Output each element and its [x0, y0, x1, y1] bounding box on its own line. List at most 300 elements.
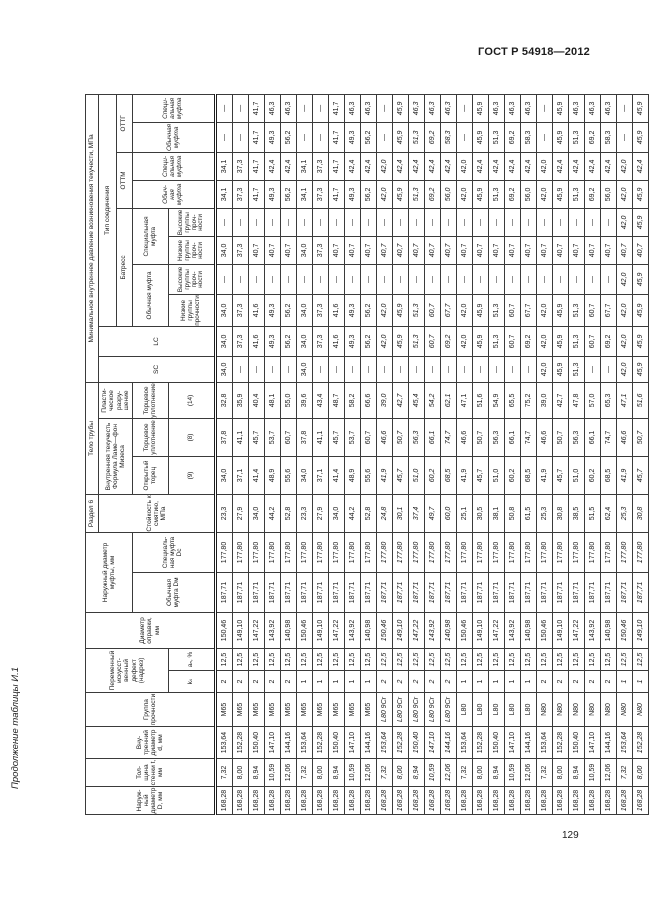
table-cell: 143,92: [345, 612, 361, 648]
table-cell: —: [569, 208, 585, 236]
table-cell: 51,3: [569, 326, 585, 356]
col-ottm-special: Специальная муфта: [133, 152, 216, 180]
table-cell: 56,0: [521, 180, 537, 208]
table-cell: 143,92: [265, 612, 281, 648]
table-cell: 12,5: [265, 648, 281, 670]
table-cell: 40,7: [473, 236, 489, 264]
table-cell: —: [537, 208, 553, 236]
col-end-seal-1: Торцевое уплотнение: [133, 418, 169, 456]
table-cell: —: [377, 264, 393, 294]
table-row: [281, 94, 297, 814]
table-cell: 187,71: [361, 572, 377, 612]
table-cell: 1: [521, 671, 537, 693]
table-cell: М65: [249, 693, 265, 727]
table-cell: 40,7: [601, 236, 617, 264]
table-cell: 177,80: [297, 532, 313, 572]
table-cell: 147,22: [249, 612, 265, 648]
table-cell: 45,7: [473, 456, 489, 494]
table-cell: L80 9Cr: [425, 693, 441, 727]
table-cell: 187,71: [281, 572, 297, 612]
table-cell: 177,80: [617, 532, 633, 572]
table-cell: 149,10: [393, 612, 409, 648]
table-cell: L80 9Cr: [441, 693, 457, 727]
table-cell: 10,59: [265, 759, 281, 787]
table-cell: —: [553, 264, 569, 294]
table-cell: 51,3: [409, 122, 425, 152]
table-cell: L80: [473, 693, 489, 727]
table-cell: 46,6: [377, 418, 393, 456]
table-cell: 147,10: [505, 727, 521, 759]
table-cell: 12,5: [329, 648, 345, 670]
table-cell: 34,0: [216, 236, 233, 264]
col-ottm-regular: Обычная муфта: [133, 180, 216, 208]
table-cell: 150,46: [457, 612, 473, 648]
table-cell: 177,80: [233, 532, 249, 572]
table-cell: 12,5: [425, 648, 441, 670]
table-cell: 41,6: [249, 294, 265, 326]
table-cell: 51,3: [569, 294, 585, 326]
table-cell: 56,2: [281, 122, 297, 152]
table-cell: 69,2: [601, 326, 617, 356]
table-cell: 58,3: [521, 122, 537, 152]
table-cell: 143,92: [505, 612, 521, 648]
table-cell: 177,80: [505, 532, 521, 572]
table-cell: 2: [537, 671, 553, 693]
table-cell: 140,98: [601, 612, 617, 648]
table-cell: 177,80: [265, 532, 281, 572]
table-cell: 51,0: [489, 456, 505, 494]
table-cell: —: [585, 264, 601, 294]
table-cell: 37,3: [233, 294, 249, 326]
col-buttress-reg-high: Высокие группы прочности: [169, 264, 216, 294]
table-cell: 153,64: [457, 727, 473, 759]
table-cell: 12,5: [537, 648, 553, 670]
table-cell: 66,1: [505, 418, 521, 456]
table-cell: 12,5: [409, 648, 425, 670]
group-min-internal-pressure: Минимальное внутреннее давление возникновения текучести, МПа: [86, 94, 99, 382]
table-cell: 187,71: [297, 572, 313, 612]
table-continuation-caption: Продолжение таблицы И.1: [10, 666, 21, 789]
table-cell: 168,28: [521, 787, 537, 815]
table-cell: 39,0: [377, 382, 393, 418]
table-cell: 168,28: [473, 787, 489, 815]
table-cell: —: [569, 264, 585, 294]
table-cell: 67,7: [601, 294, 617, 326]
table-cell: 8,00: [633, 759, 649, 787]
table-cell: 51,0: [569, 456, 585, 494]
table-cell: 39,0: [537, 382, 553, 418]
table-cell: 53,7: [345, 418, 361, 456]
table-cell: 45,9: [553, 356, 569, 382]
col-lc: LC: [99, 326, 216, 356]
table-cell: 177,80: [377, 532, 393, 572]
table-cell: —: [457, 208, 473, 236]
table-cell: 12,5: [601, 648, 617, 670]
col-grade: Группа прочности: [86, 693, 216, 727]
table-cell: —: [473, 208, 489, 236]
table-cell: 144,16: [361, 727, 377, 759]
table-cell: 45,9: [473, 294, 489, 326]
table-cell: L80 9Cr: [409, 693, 425, 727]
table-cell: 30,1: [393, 494, 409, 532]
table-cell: 45,7: [329, 418, 345, 456]
table-cell: 40,7: [409, 236, 425, 264]
table-cell: 40,7: [281, 236, 297, 264]
table-cell: 153,64: [377, 727, 393, 759]
table-cell: —: [265, 356, 281, 382]
table-cell: 34,0: [297, 326, 313, 356]
table-cell: 41,1: [233, 418, 249, 456]
table-row: [393, 94, 409, 814]
table-cell: 1: [617, 671, 633, 693]
table-cell: 45,9: [633, 122, 649, 152]
table-cell: 37,3: [313, 152, 329, 180]
table-cell: 60,7: [281, 418, 297, 456]
col-plastic-failure: Пластическое разрушение: [99, 382, 133, 418]
table-cell: —: [489, 356, 505, 382]
col-outer-diameter: Наружный диаметр D, мм: [86, 787, 216, 815]
table-cell: 51,3: [409, 326, 425, 356]
table-body: [216, 94, 649, 814]
ref-formula-8: (8): [169, 418, 216, 456]
table-cell: 49,7: [425, 494, 441, 532]
table-cell: 12,5: [633, 648, 649, 670]
table-cell: 168,28: [297, 787, 313, 815]
table-cell: —: [297, 264, 313, 294]
table-cell: 147,10: [265, 727, 281, 759]
table-cell: 1: [505, 671, 521, 693]
table-cell: 42,4: [489, 152, 505, 180]
table-cell: 45,9: [553, 180, 569, 208]
col-buttress-sp-low: Низкие группы прочности: [169, 236, 216, 264]
table-cell: 60,7: [425, 294, 441, 326]
table-cell: 12,5: [216, 648, 233, 670]
table-row: [505, 94, 521, 814]
table-cell: 48,9: [265, 456, 281, 494]
group-artificial-defect: Переменный искусственный дефект (надрез): [86, 648, 169, 692]
table-cell: 143,92: [585, 612, 601, 648]
table-cell: 42,4: [521, 152, 537, 180]
table-cell: 177,80: [409, 532, 425, 572]
table-cell: 40,7: [377, 236, 393, 264]
table-cell: 42,4: [265, 152, 281, 180]
table-cell: 12,06: [601, 759, 617, 787]
table-cell: 153,64: [537, 727, 553, 759]
table-cell: —: [249, 264, 265, 294]
table-header: [86, 94, 216, 814]
table-cell: 7,32: [537, 759, 553, 787]
table-cell: 7,32: [377, 759, 393, 787]
table-cell: 149,10: [233, 612, 249, 648]
table-cell: 8,00: [473, 759, 489, 787]
table-cell: 168,28: [457, 787, 473, 815]
table-cell: N80: [553, 693, 569, 727]
table-cell: 12,5: [393, 648, 409, 670]
table-cell: 62,4: [601, 494, 617, 532]
table-cell: 12,5: [505, 648, 521, 670]
table-cell: —: [425, 356, 441, 382]
table-cell: —: [473, 264, 489, 294]
table-cell: 2: [377, 671, 393, 693]
table-row: [617, 94, 633, 814]
table-cell: —: [457, 356, 473, 382]
table-cell: 45,9: [553, 122, 569, 152]
table-cell: 51,3: [569, 180, 585, 208]
table-cell: 46,3: [265, 94, 281, 122]
table-cell: 40,7: [393, 236, 409, 264]
table-cell: 168,28: [377, 787, 393, 815]
table-cell: 45,9: [393, 294, 409, 326]
table-cell: 2: [249, 671, 265, 693]
table-cell: 49,3: [265, 326, 281, 356]
table-cell: 41,9: [537, 456, 553, 494]
table-cell: 58,3: [601, 122, 617, 152]
table-cell: 150,40: [249, 727, 265, 759]
table-cell: 12,5: [345, 648, 361, 670]
table-cell: 147,22: [329, 612, 345, 648]
table-cell: 8,00: [313, 759, 329, 787]
table-cell: 12,5: [377, 648, 393, 670]
table-cell: 67,7: [441, 294, 457, 326]
table-cell: 67,7: [521, 294, 537, 326]
table-cell: —: [313, 94, 329, 122]
table-row: [521, 94, 537, 814]
table-cell: М65: [313, 693, 329, 727]
table-cell: 34,0: [216, 294, 233, 326]
table-cell: L80: [505, 693, 521, 727]
table-cell: —: [409, 264, 425, 294]
table-cell: 42,0: [377, 326, 393, 356]
table-cell: 41,7: [249, 122, 265, 152]
col-buttress-reg-low: Низкие группы прочности: [169, 294, 216, 326]
table-cell: 49,3: [345, 294, 361, 326]
table-cell: 69,2: [585, 122, 601, 152]
table-cell: 42,4: [505, 152, 521, 180]
table-cell: 168,28: [441, 787, 457, 815]
table-cell: 46,6: [537, 418, 553, 456]
table-cell: 143,92: [425, 612, 441, 648]
table-cell: 42,0: [537, 356, 553, 382]
table-cell: —: [425, 264, 441, 294]
internal-yield-line1: Внутренняя текучесть: [104, 422, 112, 491]
table-cell: 51,3: [489, 294, 505, 326]
table-cell: —: [601, 208, 617, 236]
table-cell: 42,0: [377, 152, 393, 180]
table-cell: 27,9: [313, 494, 329, 532]
table-cell: 41,9: [617, 456, 633, 494]
table-cell: 58,3: [441, 122, 457, 152]
table-cell: 152,28: [313, 727, 329, 759]
table-cell: 47,8: [569, 382, 585, 418]
table-cell: 42,0: [537, 152, 553, 180]
table-cell: —: [265, 208, 281, 236]
table-cell: 12,06: [361, 759, 377, 787]
table-cell: 74,7: [441, 418, 457, 456]
table-row: [216, 94, 233, 814]
table-row: [425, 94, 441, 814]
table-cell: 51,3: [569, 356, 585, 382]
table-cell: 51,6: [633, 382, 649, 418]
table-cell: 168,28: [233, 787, 249, 815]
table-cell: 45,9: [633, 294, 649, 326]
table-row: [473, 94, 489, 814]
table-cell: 60,7: [585, 326, 601, 356]
table-cell: 60,7: [585, 294, 601, 326]
table-cell: 51,3: [489, 326, 505, 356]
table-cell: 66,1: [585, 418, 601, 456]
col-open-end: Открытый торец: [133, 456, 169, 494]
table-cell: 2: [441, 671, 457, 693]
table-cell: 42,4: [361, 152, 377, 180]
table-cell: 147,22: [409, 612, 425, 648]
group-coupling-diameter: Наружный диаметр муфты, мм: [86, 532, 133, 612]
table-cell: 41,9: [457, 456, 473, 494]
table-cell: 30,8: [633, 494, 649, 532]
table-cell: 74,7: [601, 418, 617, 456]
table-cell: 43,4: [313, 382, 329, 418]
table-cell: 149,10: [633, 612, 649, 648]
table-cell: 2: [585, 671, 601, 693]
table-cell: 47,1: [617, 382, 633, 418]
table-cell: 41,6: [329, 294, 345, 326]
table-cell: 42,0: [617, 264, 633, 294]
table-cell: 45,9: [633, 326, 649, 356]
table-cell: 60,7: [505, 294, 521, 326]
table-cell: 27,9: [233, 494, 249, 532]
col-ottg-regular: Обычная муфта: [133, 122, 216, 152]
table-cell: 187,71: [313, 572, 329, 612]
table-cell: 40,7: [425, 236, 441, 264]
table-cell: —: [297, 94, 313, 122]
table-row: [329, 94, 345, 814]
table-cell: —: [249, 356, 265, 382]
table-cell: 177,80: [249, 532, 265, 572]
table-cell: 55,6: [361, 456, 377, 494]
table-cell: 42,0: [617, 326, 633, 356]
table-cell: 45,9: [393, 326, 409, 356]
table-cell: 34,1: [216, 152, 233, 180]
table-cell: 56,2: [281, 326, 297, 356]
table-cell: —: [249, 208, 265, 236]
table-cell: —: [601, 264, 617, 294]
table-cell: 40,4: [249, 382, 265, 418]
table-cell: 187,71: [505, 572, 521, 612]
table-cell: 187,71: [265, 572, 281, 612]
table-cell: 25,3: [537, 494, 553, 532]
table-row: [585, 94, 601, 814]
table-cell: 45,9: [553, 94, 569, 122]
table-row: [489, 94, 505, 814]
table-cell: 177,80: [569, 532, 585, 572]
table-cell: 150,46: [297, 612, 313, 648]
table-cell: —: [393, 264, 409, 294]
table-cell: 69,2: [585, 180, 601, 208]
table-row: [361, 94, 377, 814]
table-cell: 2: [409, 671, 425, 693]
table-cell: —: [521, 208, 537, 236]
table-cell: —: [457, 264, 473, 294]
table-cell: 12,5: [457, 648, 473, 670]
table-cell: М65: [216, 693, 233, 727]
table-cell: 177,80: [329, 532, 345, 572]
col-wall-thickness: Толщина стенки t, мм: [86, 759, 216, 787]
table-cell: 2: [601, 671, 617, 693]
table-cell: 42,0: [377, 294, 393, 326]
table-cell: 149,10: [313, 612, 329, 648]
table-cell: 168,28: [345, 787, 361, 815]
table-cell: 51,3: [489, 122, 505, 152]
table-cell: 37,3: [233, 152, 249, 180]
table-cell: 50,7: [473, 418, 489, 456]
table-cell: 42,4: [569, 152, 585, 180]
table-cell: 30,8: [553, 494, 569, 532]
table-cell: 150,46: [617, 612, 633, 648]
table-cell: 34,0: [297, 236, 313, 264]
table-cell: 187,71: [633, 572, 649, 612]
table-cell: 46,3: [409, 94, 425, 122]
table-row: [537, 94, 553, 814]
table-cell: 187,71: [489, 572, 505, 612]
col-an: aₙ, %: [169, 648, 216, 670]
table-cell: 42,0: [537, 180, 553, 208]
table-cell: 152,28: [473, 727, 489, 759]
col-ottg-special: Специальная муфта: [133, 94, 216, 122]
table-row: [601, 94, 617, 814]
table-cell: 40,7: [265, 236, 281, 264]
table-cell: 12,5: [473, 648, 489, 670]
table-cell: —: [377, 208, 393, 236]
table-cell: 12,5: [361, 648, 377, 670]
table-row: [313, 94, 329, 814]
col-end-seal-2: Торцевое уплотнение: [133, 382, 169, 418]
table-cell: 46,6: [457, 418, 473, 456]
table-cell: —: [441, 208, 457, 236]
table-cell: 46,3: [281, 94, 297, 122]
table-cell: 42,4: [425, 152, 441, 180]
table-cell: 37,3: [233, 326, 249, 356]
table-cell: 30,5: [473, 494, 489, 532]
table-cell: 12,5: [617, 648, 633, 670]
table-cell: 150,46: [377, 612, 393, 648]
table-cell: 38,1: [489, 494, 505, 532]
table-cell: 34,1: [297, 152, 313, 180]
table-cell: 177,80: [361, 532, 377, 572]
table-cell: —: [233, 264, 249, 294]
table-cell: 51,0: [409, 456, 425, 494]
table-cell: 12,5: [489, 648, 505, 670]
table-cell: 40,7: [617, 236, 633, 264]
table-cell: 12,5: [441, 648, 457, 670]
table-row: [265, 94, 281, 814]
table-cell: 42,7: [553, 382, 569, 418]
table-cell: 42,4: [585, 152, 601, 180]
table-cell: 168,28: [425, 787, 441, 815]
table-cell: 46,3: [425, 94, 441, 122]
table-cell: —: [585, 208, 601, 236]
table-cell: 42,4: [409, 152, 425, 180]
internal-yield-line2: Формула Ламе—фон Мизеса: [111, 424, 127, 489]
table-cell: —: [617, 122, 633, 152]
table-cell: 12,5: [233, 648, 249, 670]
table-cell: 37,1: [233, 456, 249, 494]
table-cell: 41,9: [377, 456, 393, 494]
table-cell: 42,0: [617, 208, 633, 236]
table-cell: 45,9: [473, 122, 489, 152]
table-cell: 177,80: [345, 532, 361, 572]
table-cell: 49,3: [265, 122, 281, 152]
table-cell: М65: [265, 693, 281, 727]
table-cell: 144,16: [521, 727, 537, 759]
